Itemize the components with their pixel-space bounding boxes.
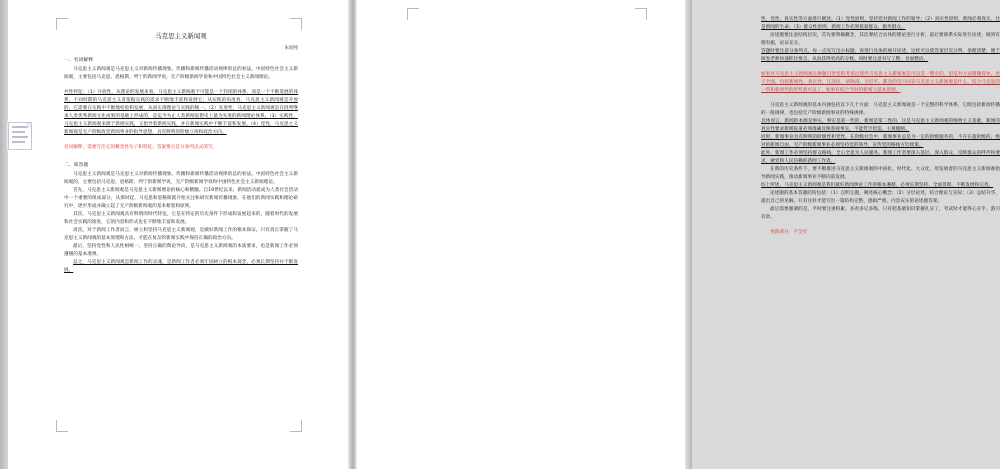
paragraph: 首先，马克思主义新闻观是马克思主义新闻理论的核心和精髓。自19世纪以来，新闻活动就成为人类社会活动中一个重要的组成部分，从那时起，马克思和恩格斯就开始关注和研究新闻传播现象，在他们的新闻实践和理论研究中，逐步形成并确立起了无产阶级新闻观的基本框架和原则。 bbox=[64, 188, 298, 209]
paragraph-underlined: 综上所述，马克思主义新闻观是我们做好新闻舆论工作的根本遵循，必须长期坚持、全面贯彻、不断发展和完善。 bbox=[761, 183, 994, 188]
canvas-edge-left bbox=[0, 0, 8, 469]
paragraph: 最后，坚持党性和人民性相统一，坚持正确的舆论导向，是马克思主义新闻观的本质要求，也是新闻工作必须遵循的基本准则。 bbox=[64, 244, 298, 257]
paragraph-underlined: 共性特征：（1）开放性，从理论的发展来看，马克思主义新闻观不可能是一个封闭的体系，而是一个不断发展的体系，不同时期的马克思主义者依据实践的需求不断地丰富和发展它；从实践的角度看，马克思主义新闻观是开放的，它需要在实践中不断地检验和发展，从而实现理论与实践的统一。（2）先进性，马克思主义新闻观是在批判继承人类优秀新闻文化成果的基础上形成的，是迄今为止人类新闻思想史上最为先进的新闻理论体系。（3）实践性，马克思主义新闻观来源于新闻实践，又指导着新闻实践，并在新闻实践中不断丰富和发展。（4）党性，马克思主义新闻观是无产阶级政党新闻事业的指导思想，具有鲜明的阶级立场和政治方向。 bbox=[64, 90, 298, 135]
paragraph-gap bbox=[761, 222, 1000, 229]
crop-mark-bottom-left bbox=[56, 420, 68, 432]
annotation-red-3: 更新部分：不全页 bbox=[770, 230, 808, 235]
paragraph: 再次，对于新闻工作者而言，树立和坚持马克思主义新闻观，是做好新闻工作的根本保证。只有真正掌握了马克思主义新闻观的基本原理和方法，才能在复杂的新闻实践中保持正确的政治方向。 bbox=[64, 228, 298, 241]
paragraph: 其次，马克思主义新闻观具有鲜明的时代特征。它是在特定的历史条件下形成和发展起来的，随着时代的发展和社会实践的推进，它的内容和形式也在不断地丰富和发展。 bbox=[64, 212, 298, 225]
crop-mark-top-right bbox=[635, 8, 647, 20]
paragraph-underlined: 具体而言，新闻的本源是事实，事实是第一性的，新闻是第二性的，这是马克思主义新闻观的唯物主义基础。新闻的真实性要求新闻报道必须准确反映客观事实，不能凭空捏造、主观臆断。 bbox=[761, 119, 1000, 132]
page-1-text-body bbox=[64, 30, 298, 275]
paragraph-gap bbox=[761, 64, 1000, 71]
document-page-1[interactable] bbox=[8, 0, 348, 469]
page-gutter-divider bbox=[348, 0, 357, 469]
paragraph: 马克思主义新闻观是马克思主义对新闻传播现象、传播和新闻传播活动规律的总的看法。中国特色社会主义新闻观的，主要包括马克思、恩格斯、列宁的新闻学说，无产阶级新闻学说和中国特色社会主义新闻理论。 bbox=[64, 172, 298, 185]
icon-line bbox=[12, 136, 28, 138]
paragraph-gap bbox=[64, 137, 298, 144]
paragraph: 论述题的基本答题结构包括：（1）点明主题，阐述核心概念；（2）分层论述，结合理论与实际；（3）总结升华，提出自己的见解。只有这样才能写出一篇结构完整、逻辑严密、内容充实的论述题答案。 bbox=[761, 191, 1000, 204]
document-byline: 朱绍纯 bbox=[284, 46, 298, 51]
crop-mark-top-left bbox=[407, 8, 419, 20]
paragraph: 马克思主义新闻观是马克思主义对新闻传播现象、传播和新闻传播活动规律的总的看法。中国特色社会主义新闻观，主要包括马克思、恩格斯、列宁的新闻学说，无产阶级新闻学说和中国特色社会主义新闻理论。 bbox=[64, 67, 298, 80]
page-fold-corner bbox=[25, 123, 31, 129]
page-2-text-body bbox=[761, 16, 1000, 237]
document-title: 马克思主义新闻观 bbox=[155, 32, 207, 40]
paragraph-underlined: 性、党性、真实性等方面进行阐述。（1）党性原则，坚持党对新闻工作的领导；（2）真实性原则，新闻必须真实，这是新闻的生命；（3）群众性原则，新闻工作必须依靠群众、服务群众。 bbox=[761, 17, 1000, 30]
document-page-2[interactable] bbox=[357, 0, 1000, 469]
paragraph-gap bbox=[64, 152, 298, 159]
paragraph: 马克思主义新闻观的基本内涵包括以下几个方面：马克思主义新闻观是一个完整的科学体系，它既包括新闻传播的一般规律，也包括无产阶级新闻事业的特殊规律。 bbox=[761, 103, 1000, 116]
crop-mark-top-left bbox=[56, 18, 68, 30]
annotation-red-2: 如果对马克思主义新闻观这种题目类型的考查出现代马克思主义新闻观是可以答一整页的，但是对方法稍微简单，也不全面，包括新闻性、真实性、江泽民、胡锦涛、习近平，都会的是只回答马克思主义新闻观是什么，结合马克思的一些和新时代的形势就可以了，如果有结合当时的新闻与基本原则。 bbox=[761, 72, 1000, 93]
annotation-red-1: 名词解释，需要写出它的概念性句子和特征。答案要点是分条列点式的写。 bbox=[64, 145, 218, 150]
document-page-icon[interactable] bbox=[8, 122, 32, 150]
icon-line bbox=[12, 141, 25, 143]
paragraph-gap bbox=[761, 95, 1000, 102]
section-heading-1: 一、名词解释 bbox=[64, 58, 94, 63]
canvas-edge-right bbox=[685, 0, 692, 469]
paragraph-underlined: 总之，马克思主义新闻观是新闻工作的灵魂，是新闻工作者必须牢固树立的根本观念，必须长期坚持并不断发展。 bbox=[64, 260, 298, 273]
paragraph-underlined: 同时，新闻事业具有鲜明的阶级性和党性。在阶级社会中，新闻事业总是为一定的阶级服务的，不存在超阶级的、绝对的新闻自由。无产阶级新闻事业必须坚持党的领导，宣传党的路线方针政策。 bbox=[761, 135, 1000, 148]
paragraph-gap bbox=[64, 82, 298, 89]
crop-mark-top-right bbox=[290, 18, 302, 30]
paragraph-underlined: 答题时要注意分条列点，每一点先写出小标题，再进行具体的展开论述。这样可以使答案层次分明、条理清楚，便于阅卷老师快速抓住要点，从而获得更高的分数。同时要注意书写工整，卷面整洁。 bbox=[761, 49, 1000, 62]
paragraph: 最后需要强调的是，平时要注重积累，多看多记多练，只有把基础知识掌握扎实了，考试时才能得心应手、游刃有余。 bbox=[761, 207, 1000, 220]
paragraph: 论述题要注意结构层次，首先要明确概念，其次要结合具体的理论进行分析，最后要联系实际进行论述，做到有理有据，论证充分。 bbox=[761, 33, 1000, 46]
section-heading-2: 二、简答题 bbox=[64, 163, 89, 168]
crop-mark-bottom-right bbox=[290, 420, 302, 432]
paragraph: 在新的历史条件下，要不断推进马克思主义新闻观的中国化、时代化、大众化，用发展着的马克思主义新闻观指导新闻实践，推动新闻事业不断向前发展。 bbox=[761, 167, 1000, 180]
paragraph-underlined: 此外，新闻工作必须坚持群众路线，全心全意为人民服务。新闻工作者要深入基层、深入群众，反映群众的呼声和要求，做党和人民信赖的新闻工作者。 bbox=[761, 151, 1000, 164]
icon-line bbox=[12, 131, 25, 133]
